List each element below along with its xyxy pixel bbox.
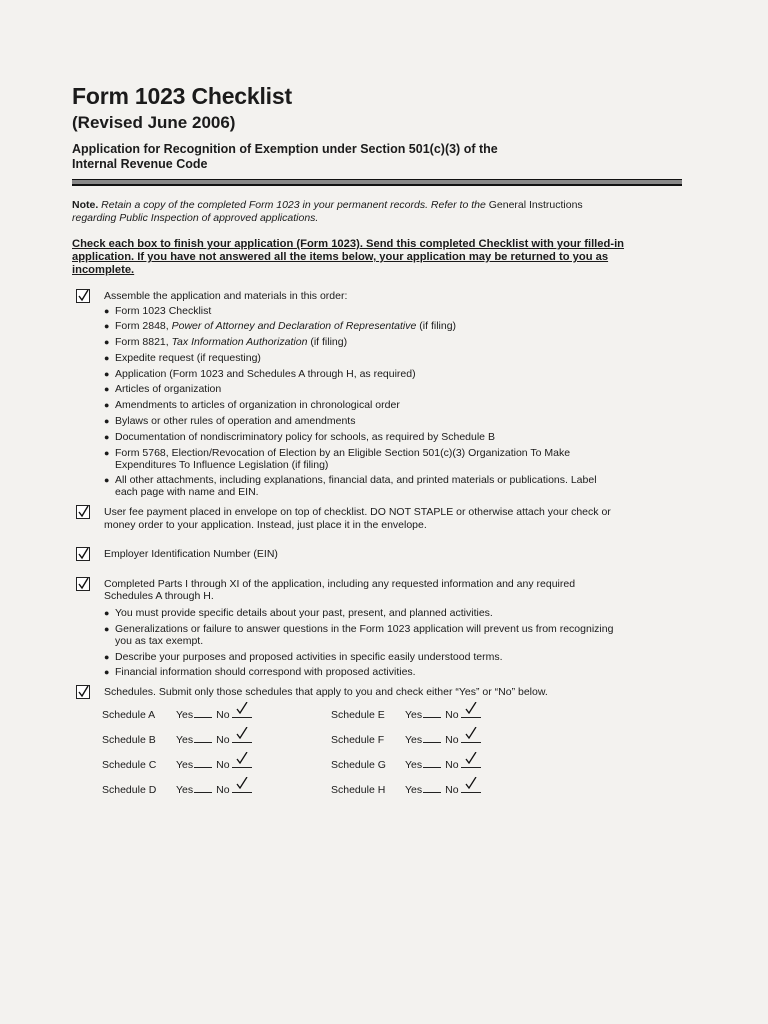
- list-item: [104, 447, 682, 471]
- list-item: [104, 623, 682, 647]
- no-answer-field[interactable]: [232, 705, 252, 718]
- no-label: No: [216, 733, 230, 746]
- list-item: [104, 336, 682, 348]
- bullet-text-continued: each page with name and EIN.: [115, 486, 259, 499]
- check-mark-icon: [464, 777, 478, 789]
- bullet-text: Amendments to articles of organization in chronological order: [115, 399, 400, 412]
- no-label: No: [216, 783, 230, 796]
- item-text: User fee payment placed in envelope on top of checklist. DO NOT STAPLE or otherwise attach your check or: [104, 506, 611, 519]
- bullet-icon: ●: [104, 447, 110, 458]
- item-text: Employer Identification Number (EIN): [104, 548, 278, 561]
- yes-label: Yes: [405, 783, 423, 796]
- check-mark-icon: [235, 727, 249, 739]
- schedule-entry: [331, 780, 481, 796]
- bullet-icon: ●: [104, 400, 110, 411]
- checklist-item-user-fee: [72, 506, 682, 531]
- schedule-row: [72, 755, 592, 775]
- checkbox-assemble[interactable]: [76, 289, 90, 303]
- bullet-text: Generalizations or failure to answer questions in the Form 1023 application will prevent us from recognizing: [115, 622, 614, 635]
- schedule-name: Schedule C: [102, 758, 157, 771]
- no-answer-field[interactable]: [232, 755, 252, 768]
- bullet-italic-text: Power of Attorney and Declaration of Representative: [171, 320, 417, 333]
- yes-label: Yes: [405, 758, 423, 771]
- page-title: Form 1023 Checklist: [72, 83, 292, 109]
- bullet-icon: ●: [104, 623, 110, 634]
- list-item: [104, 383, 682, 395]
- check-mark-icon: [235, 777, 249, 789]
- note-italic-1: Retain a copy of the completed Form 1023 in your permanent records. Refer to the: [101, 199, 486, 211]
- no-label: No: [445, 733, 459, 746]
- schedules-grid: [72, 705, 682, 805]
- no-answer-field[interactable]: [232, 730, 252, 743]
- bullet-icon: ●: [104, 384, 110, 395]
- bullet-icon: ●: [104, 431, 110, 442]
- bullet-text: Form 1023 Checklist: [115, 304, 212, 317]
- schedule-name: Schedule D: [102, 783, 157, 796]
- list-item: [104, 431, 682, 443]
- item-text: Schedules. Submit only those schedules that apply to you and check either “Yes” or “No” below.: [104, 686, 548, 699]
- bullet-text: Financial information should correspond with proposed activities.: [115, 666, 416, 679]
- bullet-text: Application (Form 1023 and Schedules A through H, as required): [115, 367, 416, 380]
- yes-answer-field[interactable]: [194, 707, 212, 718]
- bullet-icon: ●: [104, 352, 110, 363]
- schedule-name: Schedule B: [102, 733, 156, 746]
- instructions-line-2: application. If you have not answered all the items below, your application may be returned to you as: [72, 251, 609, 263]
- yes-answer-field[interactable]: [423, 732, 441, 743]
- checklist-item-assemble: [72, 290, 682, 498]
- check-mark-icon: [464, 752, 478, 764]
- check-mark-icon: [235, 752, 249, 764]
- check-mark-icon: [77, 506, 89, 518]
- bullet-icon: ●: [104, 368, 110, 379]
- list-item: [104, 305, 682, 317]
- bullet-icon: ●: [104, 305, 110, 316]
- checkbox-schedules[interactable]: [76, 685, 90, 699]
- yes-label: Yes: [405, 708, 423, 721]
- schedule-entry: [102, 780, 252, 796]
- bullet-text: Describe your purposes and proposed activities in specific easily understood terms.: [115, 650, 503, 663]
- yes-answer-field[interactable]: [194, 732, 212, 743]
- schedule-entry: [331, 730, 481, 746]
- form-heading-line-1: Application for Recognition of Exemption under Section 501(c)(3) of the: [72, 142, 498, 156]
- no-answer-field[interactable]: [461, 705, 481, 718]
- bullet-italic-text: Tax Information Authorization: [171, 336, 308, 349]
- bullet-text: Documentation of nondiscriminatory policy for schools, as required by Schedule B: [115, 430, 495, 443]
- completed-parts-bullet-list: [104, 607, 682, 678]
- yes-answer-field[interactable]: [423, 757, 441, 768]
- bullet-text: All other attachments, including explanations, financial data, and printed materials or publications. Label: [115, 474, 597, 487]
- no-label: No: [445, 708, 459, 721]
- item-text-continued: money order to your application. Instead, just place it in the envelope.: [104, 518, 427, 531]
- check-mark-icon: [77, 548, 89, 560]
- bullet-text: Expedite request (if requesting): [115, 351, 261, 364]
- bullet-text: (if filing): [307, 336, 348, 349]
- list-item: [104, 352, 682, 364]
- bullet-text: Form 5768, Election/Revocation of Election by an Eligible Section 501(c)(3) Organization To Make: [115, 446, 571, 459]
- check-mark-icon: [77, 686, 89, 698]
- list-item: [104, 607, 682, 619]
- no-label: No: [445, 758, 459, 771]
- yes-label: Yes: [176, 708, 194, 721]
- bullet-text-continued: Expenditures To Influence Legislation (if filing): [115, 458, 329, 471]
- list-item: [104, 399, 682, 411]
- item-text: Completed Parts I through XI of the application, including any requested information and any required: [104, 577, 576, 590]
- no-answer-field[interactable]: [232, 780, 252, 793]
- list-item: [104, 368, 682, 380]
- checklist-item-schedules: [72, 686, 682, 699]
- list-item: [104, 415, 682, 427]
- check-mark-icon: [235, 702, 249, 714]
- schedule-name: Schedule A: [102, 708, 156, 721]
- bullet-icon: ●: [104, 667, 110, 678]
- yes-label: Yes: [405, 733, 423, 746]
- item-text: Assemble the application and materials in this order:: [104, 290, 348, 302]
- instructions: [72, 238, 682, 277]
- note-label: Note.: [72, 199, 99, 211]
- check-mark-icon: [77, 290, 89, 302]
- schedule-entry: [102, 755, 252, 771]
- checklist-item-ein: [72, 548, 682, 561]
- schedule-entry: [102, 730, 252, 746]
- checkbox-completed-parts[interactable]: [76, 577, 90, 591]
- bullet-text: Articles of organization: [115, 383, 222, 396]
- bullet-text: Bylaws or other rules of operation and amendments: [115, 415, 356, 428]
- yes-answer-field[interactable]: [423, 707, 441, 718]
- bullet-icon: ●: [104, 607, 110, 618]
- bullet-text: (if filing): [416, 320, 457, 333]
- heading-divider: [72, 179, 682, 186]
- check-mark-icon: [464, 702, 478, 714]
- bullet-icon: ●: [104, 475, 110, 486]
- page-subtitle: (Revised June 2006): [72, 113, 236, 132]
- checkbox-ein[interactable]: [76, 547, 90, 561]
- schedule-name: Schedule H: [331, 783, 386, 796]
- yes-label: Yes: [176, 783, 194, 796]
- schedule-name: Schedule F: [331, 733, 385, 746]
- bullet-text: You must provide specific details about your past, present, and planned activities.: [115, 606, 493, 619]
- checklist-item-completed-parts: [72, 578, 682, 678]
- bullet-icon: ●: [104, 321, 110, 332]
- assemble-bullet-list: [104, 305, 682, 499]
- no-label: No: [216, 758, 230, 771]
- bullet-text: Form 8821,: [115, 336, 172, 349]
- yes-label: Yes: [176, 733, 194, 746]
- checkbox-user-fee[interactable]: [76, 505, 90, 519]
- schedule-entry: [331, 755, 481, 771]
- schedule-row: [72, 705, 592, 725]
- list-item: [104, 474, 682, 498]
- list-item: [104, 651, 682, 663]
- checklist-page: [72, 82, 682, 805]
- no-answer-field[interactable]: [461, 730, 481, 743]
- note-plain: General Instructions: [488, 199, 583, 211]
- yes-label: Yes: [176, 758, 194, 771]
- yes-answer-field[interactable]: [194, 782, 212, 793]
- bullet-icon: ●: [104, 651, 110, 662]
- form-heading: [72, 142, 682, 172]
- no-answer-field[interactable]: [461, 780, 481, 793]
- form-heading-line-2: Internal Revenue Code: [72, 157, 208, 171]
- note-italic-2: regarding Public Inspection of approved applications.: [72, 212, 319, 224]
- schedule-row: [72, 730, 592, 750]
- note-paragraph: [72, 199, 682, 225]
- bullet-text: Form 2848,: [115, 320, 172, 333]
- no-answer-field[interactable]: [461, 755, 481, 768]
- item-text-continued: Schedules A through H.: [104, 590, 214, 603]
- check-mark-icon: [77, 578, 89, 590]
- bullet-icon: ●: [104, 337, 110, 348]
- bullet-icon: ●: [104, 416, 110, 427]
- instructions-line-3: incomplete.: [72, 264, 135, 276]
- schedule-name: Schedule G: [331, 758, 386, 771]
- list-item: [104, 666, 682, 678]
- schedule-name: Schedule E: [331, 708, 385, 721]
- bullet-text-continued: you as tax exempt.: [115, 634, 204, 647]
- yes-answer-field[interactable]: [194, 757, 212, 768]
- check-mark-icon: [464, 727, 478, 739]
- instructions-line-1: Check each box to finish your application (Form 1023). Send this completed Checklist with your filled-in: [72, 238, 625, 250]
- schedule-entry: [331, 705, 481, 721]
- schedule-entry: [102, 705, 252, 721]
- list-item: [104, 320, 682, 332]
- no-label: No: [216, 708, 230, 721]
- yes-answer-field[interactable]: [423, 782, 441, 793]
- schedule-row: [72, 780, 592, 800]
- no-label: No: [445, 783, 459, 796]
